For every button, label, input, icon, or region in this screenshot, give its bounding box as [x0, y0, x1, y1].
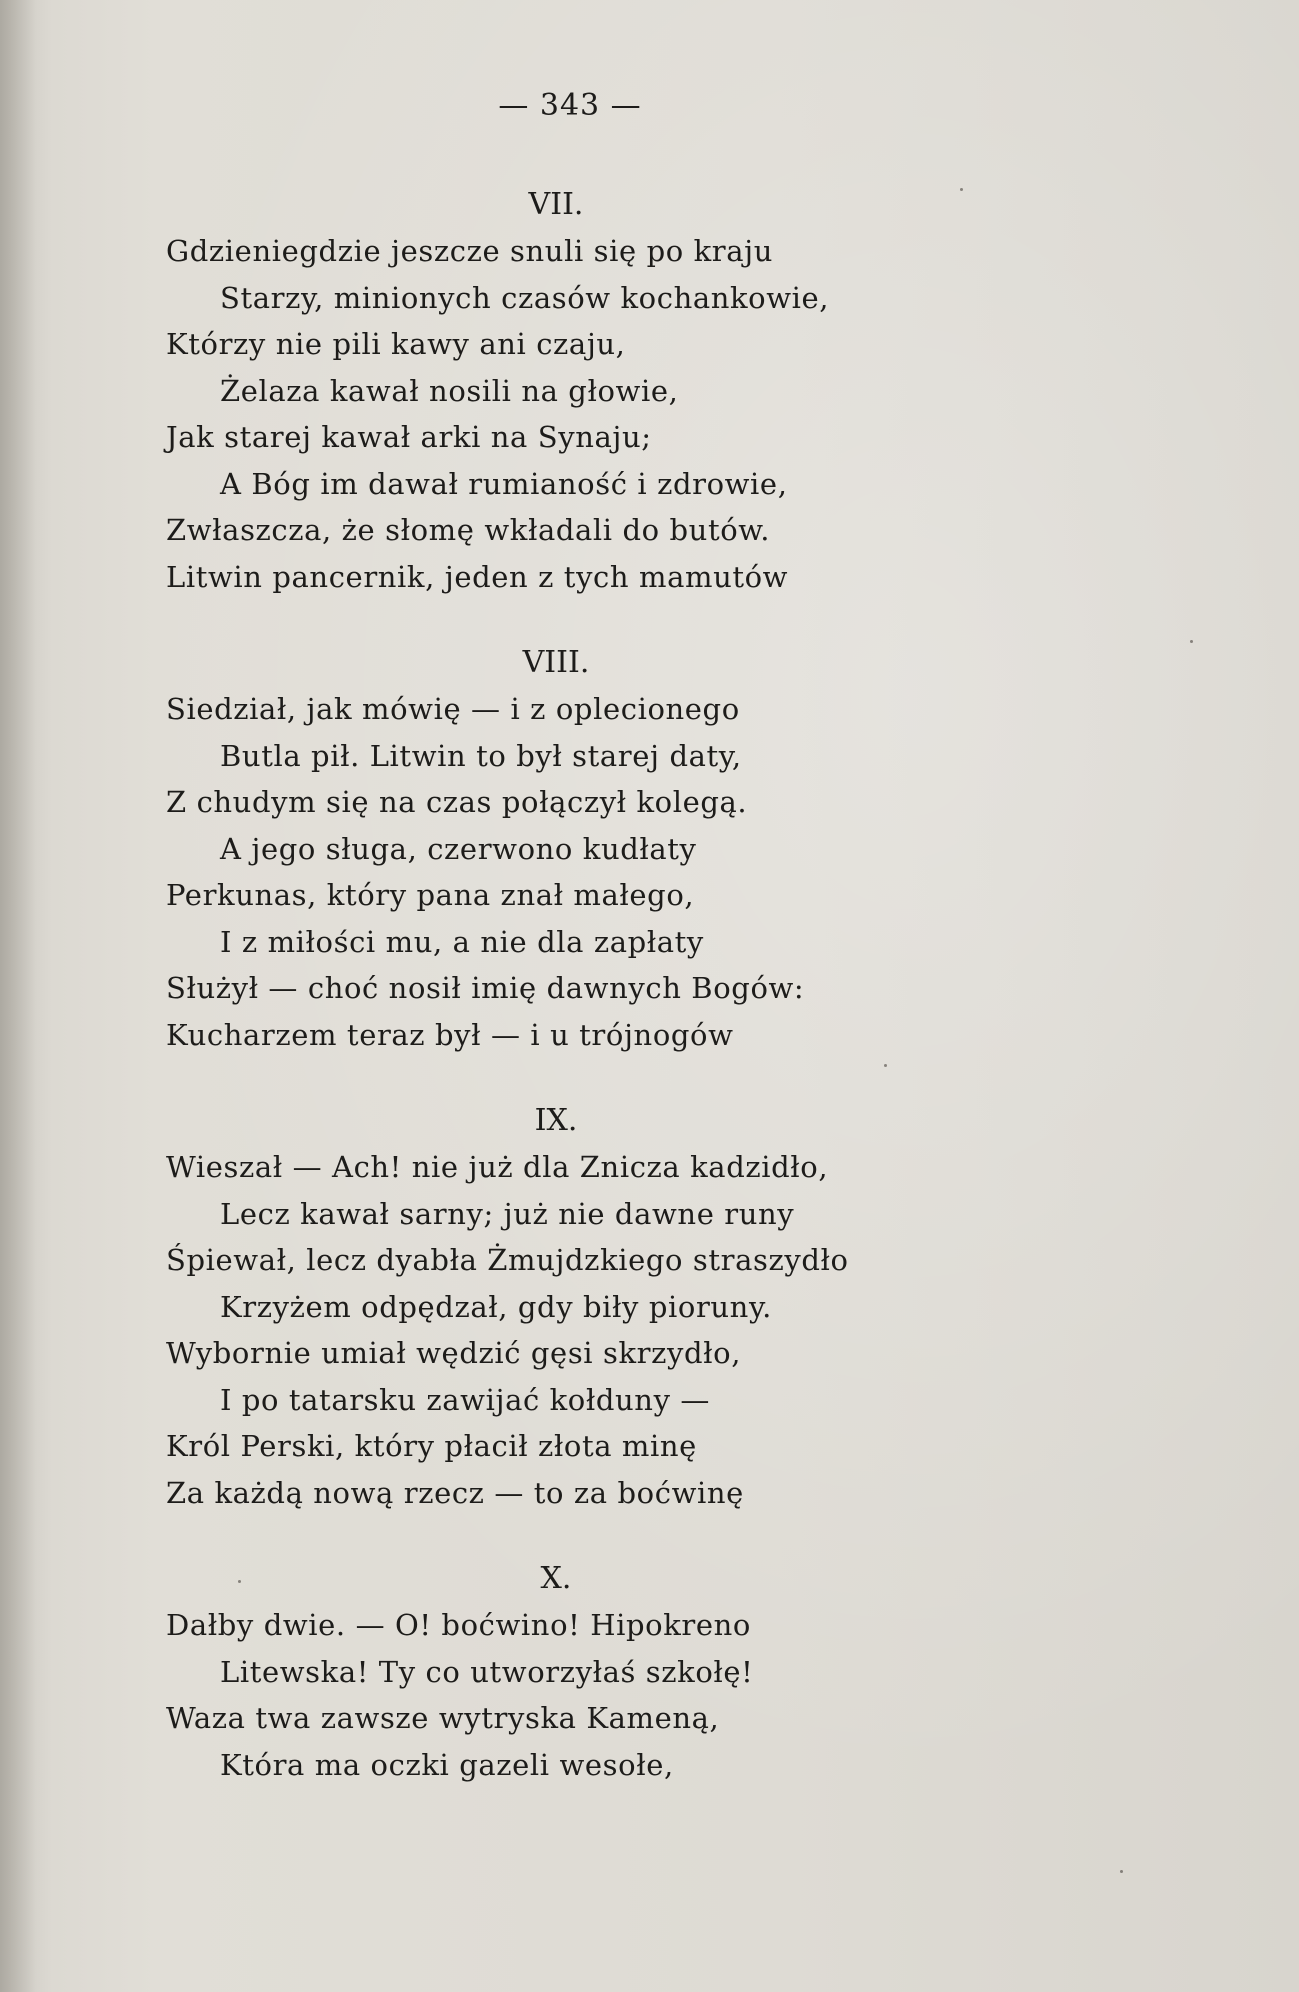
- paper-speck: [1190, 640, 1193, 643]
- verse-line: Starzy, minionych czasów kochankowie,: [220, 280, 830, 315]
- verse-line: Butla pił. Litwin to był starej daty,: [220, 738, 742, 773]
- verse-line: Lecz kawał sarny; już nie dawne runy: [220, 1196, 795, 1231]
- stanza-heading: IX.: [534, 1103, 578, 1138]
- verse-line: Żelaza kawał nosili na głowie,: [220, 373, 679, 408]
- stanza-heading: VIII.: [522, 645, 590, 680]
- stanza: [166, 182, 966, 600]
- verse-line: I po tatarsku zawijać kołduny —: [220, 1382, 710, 1417]
- paper-speck: [884, 1064, 887, 1067]
- verse-line: Za każdą nową rzecz — to za boćwinę: [166, 1475, 744, 1510]
- verse-line: Śpiewał, lecz dyabła Żmujdzkiego straszydło: [166, 1243, 849, 1277]
- page-number: — 343 —: [498, 88, 642, 123]
- stanza: [166, 1556, 966, 1788]
- verse-line: A Bóg im dawał rumianość i zdrowie,: [220, 466, 788, 501]
- paper-speck: [1120, 1870, 1123, 1873]
- verse-line: Z chudym się na czas połączył kolegą.: [166, 785, 748, 819]
- poem-text: [166, 182, 966, 1828]
- verse-line: Litwin pancernik, jeden z tych mamutów: [166, 559, 789, 594]
- page-gutter-shadow: [0, 0, 36, 1992]
- stanza: [166, 1098, 966, 1516]
- verse-line: Zwłaszcza, że słomę wkładali do butów.: [166, 513, 771, 547]
- verse-line: Perkunas, który pana znał małego,: [166, 878, 695, 912]
- verse-line: Litewska! Ty co utworzyłaś szkołę!: [220, 1654, 754, 1689]
- verse-line: Dałby dwie. — O! boćwino! Hipokreno: [166, 1608, 751, 1642]
- verse-line: Służył — choć nosił imię dawnych Bogów:: [166, 971, 805, 1005]
- verse-line: Król Perski, który płacił złota minę: [166, 1429, 697, 1463]
- verse-line: Siedział, jak mówię — i z oplecionego: [166, 692, 740, 726]
- verse-line: Waza twa zawsze wytryska Kameną,: [166, 1701, 720, 1735]
- verse-line: I z miłości mu, a nie dla zapłaty: [220, 924, 704, 959]
- stanza-heading: VII.: [528, 187, 584, 222]
- verse-line: Jak starej kawał arki na Synaju;: [166, 420, 652, 454]
- verse-line: A jego sługa, czerwono kudłaty: [220, 831, 697, 866]
- verse-line: Krzyżem odpędzał, gdy biły pioruny.: [220, 1289, 772, 1324]
- verse-line: Wieszał — Ach! nie już dla Znicza kadzidło,: [166, 1150, 829, 1184]
- verse-line: Gdzieniegdzie jeszcze snuli się po kraju: [166, 234, 774, 268]
- verse-line: Która ma oczki gazeli wesołe,: [220, 1747, 674, 1782]
- verse-line: Kucharzem teraz był — i u trójnogów: [166, 1017, 734, 1052]
- paper-speck: [960, 188, 963, 191]
- paper-speck: [238, 1580, 241, 1583]
- stanza: [166, 640, 966, 1058]
- stanza-heading: X.: [540, 1561, 572, 1596]
- verse-line: Którzy nie pili kawy ani czaju,: [166, 327, 626, 361]
- verse-line: Wybornie umiał wędzić gęsi skrzydło,: [166, 1336, 742, 1370]
